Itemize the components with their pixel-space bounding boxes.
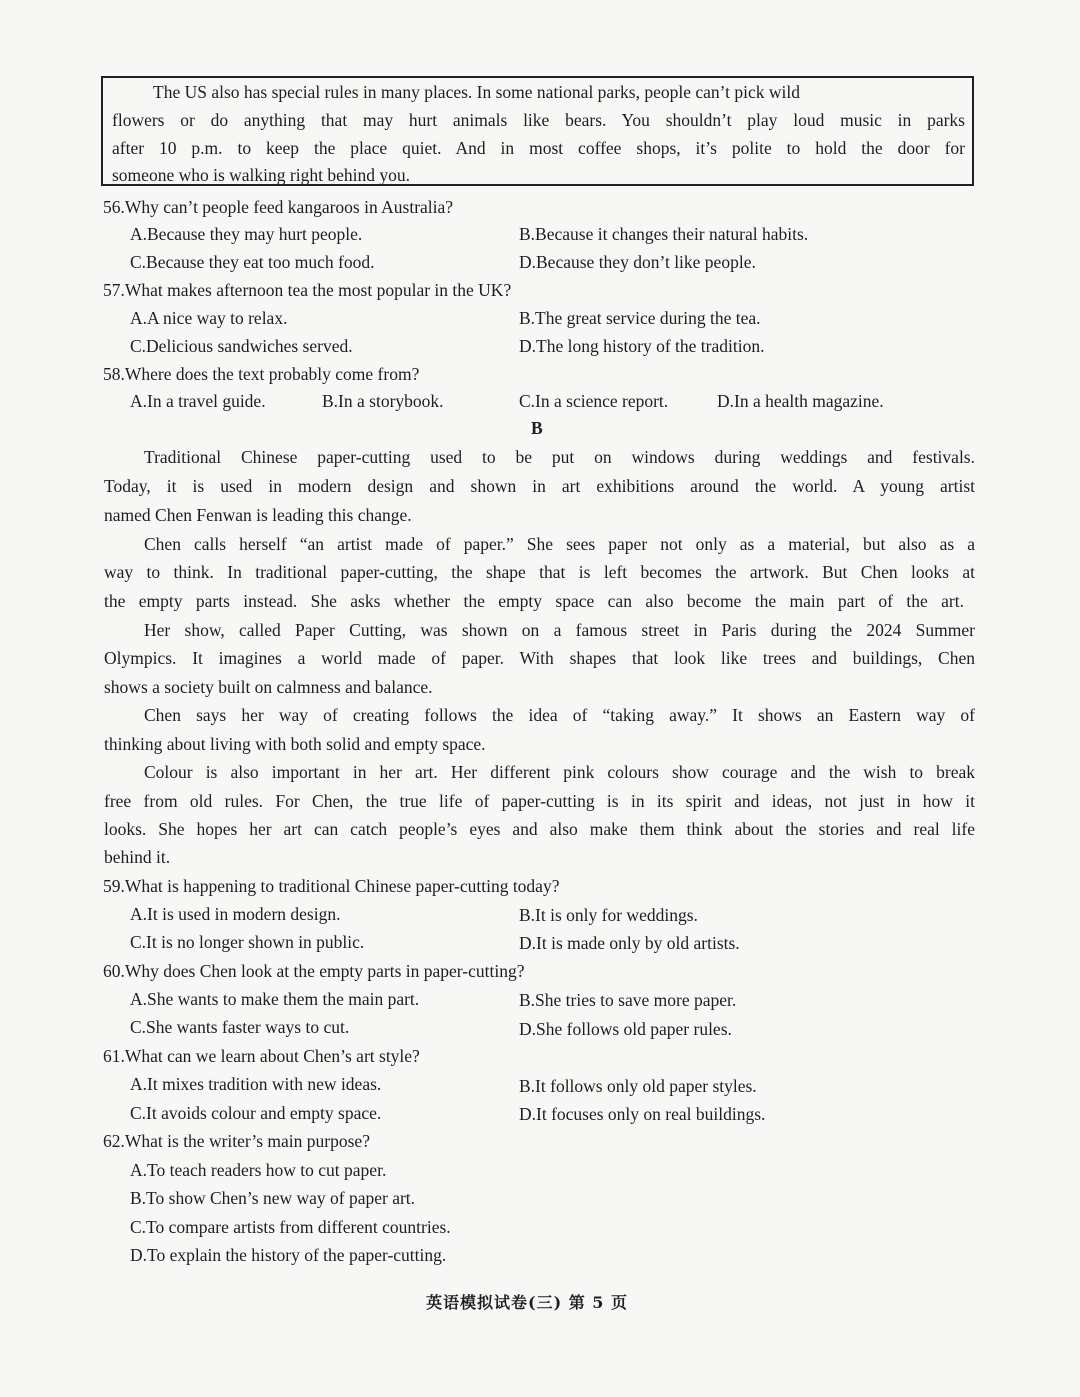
question-62-option-b: B.To show Chen’s new way of paper art. (130, 1188, 416, 1208)
passage-b-line-10: Chen says her way of creating follows the idea of “taking away.” It shows an Eastern way of (144, 705, 975, 725)
question-57-option-a: A.A nice way to relax. (130, 308, 288, 328)
question-61-stem: 61.What can we learn about Chen’s art style? (103, 1046, 420, 1066)
passage-b-line-5: way to think. In traditional paper-cutting, the shape that is left becomes the artwork. But Chen looks at (104, 562, 975, 582)
box-line-3: after 10 p.m. to keep the place quiet. And in most coffee shops, it’s polite to hold the door for (112, 138, 965, 158)
passage-b-line-15: behind it. (104, 847, 171, 867)
question-59-option-a: A.It is used in modern design. (130, 904, 341, 924)
box-line-1: The US also has special rules in many places. In some national parks, people can’t pick wild (153, 82, 801, 102)
question-62-option-a: A.To teach readers how to cut paper. (130, 1160, 387, 1180)
question-60-option-d: D.She follows old paper rules. (519, 1019, 732, 1039)
page-footer: 英语模拟试卷(三) 第 5 页 (426, 1293, 628, 1312)
question-56-option-d: D.Because they don’t like people. (519, 252, 756, 272)
question-59-option-c: C.It is no longer shown in public. (130, 932, 365, 952)
question-58-option-c: C.In a science report. (519, 391, 669, 411)
question-58-option-b: B.In a storybook. (322, 391, 444, 411)
question-57-option-d: D.The long history of the tradition. (519, 336, 765, 356)
passage-b-line-4: Chen calls herself “an artist made of paper.” She sees paper not only as a material, but also as a (144, 534, 975, 554)
question-62-option-c: C.To compare artists from different countries. (130, 1217, 451, 1237)
section-b-heading: B (531, 418, 543, 438)
question-60-option-c: C.She wants faster ways to cut. (130, 1017, 350, 1037)
question-61-option-c: C.It avoids colour and empty space. (130, 1103, 382, 1123)
question-61-option-b: B.It follows only old paper styles. (519, 1076, 757, 1096)
question-62-stem: 62.What is the writer’s main purpose? (103, 1131, 370, 1151)
passage-b-line-13: free from old rules. For Chen, the true life of paper-cutting is in its spirit and ideas, not just in how it (104, 791, 975, 811)
passage-b-line-9: shows a society built on calmness and balance. (104, 677, 433, 697)
passage-b-line-12: Colour is also important in her art. Her different pink colours show courage and the wish to break (144, 762, 975, 782)
question-56-option-a: A.Because they may hurt people. (130, 224, 363, 244)
passage-b-line-14: looks. She hopes her art can catch people’s eyes and also make them think about the stories and real life (104, 819, 975, 839)
box-line-2: flowers or do anything that may hurt animals like bears. You shouldn’t play loud music in parks (112, 110, 965, 130)
question-58-stem: 58.Where does the text probably come from? (103, 364, 420, 384)
passage-b-line-11: thinking about living with both solid and empty space. (104, 734, 486, 754)
question-56-stem: 56.Why can’t people feed kangaroos in Australia? (103, 197, 454, 217)
question-57-option-b: B.The great service during the tea. (519, 308, 761, 328)
question-56-option-b: B.Because it changes their natural habits. (519, 224, 809, 244)
passage-b-line-8: Olympics. It imagines a world made of paper. With shapes that look like trees and buildings, Chen (104, 648, 975, 668)
question-58-option-a: A.In a travel guide. (130, 391, 266, 411)
question-62-option-d: D.To explain the history of the paper-cutting. (130, 1245, 447, 1265)
question-58-option-d: D.In a health magazine. (717, 391, 884, 411)
question-60-option-b: B.She tries to save more paper. (519, 990, 737, 1010)
box-line-4: someone who is walking right behind you. (112, 165, 410, 185)
question-61-option-d: D.It focuses only on real buildings. (519, 1104, 766, 1124)
question-60-stem: 60.Why does Chen look at the empty parts in paper-cutting? (103, 961, 525, 981)
question-59-stem: 59.What is happening to traditional Chinese paper-cutting today? (103, 876, 560, 896)
question-60-option-a: A.She wants to make them the main part. (130, 989, 420, 1009)
question-59-option-d: D.It is made only by old artists. (519, 933, 740, 953)
question-59-option-b: B.It is only for weddings. (519, 905, 698, 925)
question-61-option-a: A.It mixes tradition with new ideas. (130, 1074, 382, 1094)
passage-b-line-2: Today, it is used in modern design and shown in art exhibitions around the world. A young artist (104, 476, 975, 496)
passage-b-line-7: Her show, called Paper Cutting, was shown on a famous street in Paris during the 2024 Summer (144, 620, 975, 640)
question-56-option-c: C.Because they eat too much food. (130, 252, 375, 272)
passage-b-line-3: named Chen Fenwan is leading this change. (104, 505, 412, 525)
question-57-stem: 57.What makes afternoon tea the most popular in the UK? (103, 280, 512, 300)
passage-b-line-1: Traditional Chinese paper-cutting used to be put on windows during weddings and festivals. (144, 447, 975, 467)
passage-b-line-6: the empty parts instead. She asks whether the empty space can also become the main part of the art. (104, 591, 964, 611)
question-57-option-c: C.Delicious sandwiches served. (130, 336, 353, 356)
